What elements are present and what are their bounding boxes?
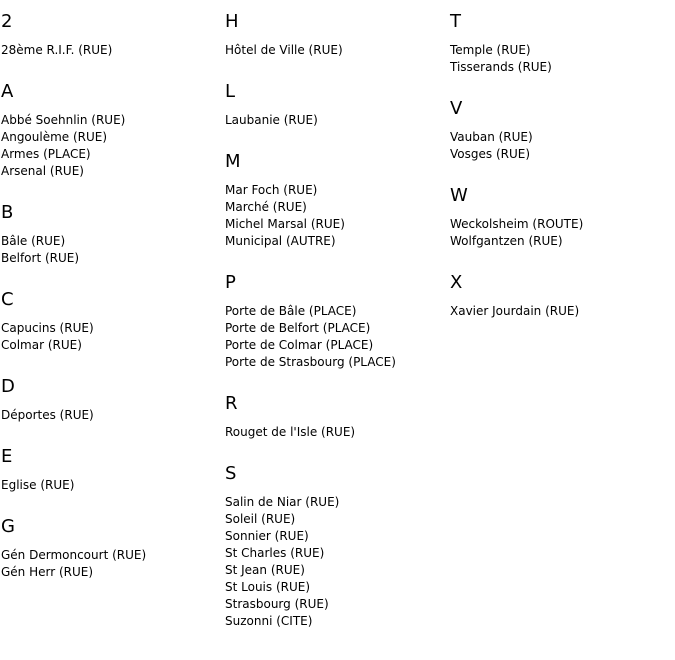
street-link[interactable]: Rouget de l'Isle (RUE): [225, 425, 356, 439]
letter-group-v: [450, 98, 670, 163]
street-list-item[interactable]: [450, 233, 670, 250]
letter-group-m: [225, 151, 445, 250]
street-list-item[interactable]: [225, 424, 445, 441]
letter-group-b: [1, 202, 221, 267]
street-list-item[interactable]: [1, 337, 221, 354]
street-link[interactable]: Abbé Soehnlin (RUE): [1, 113, 126, 127]
street-list: [225, 42, 445, 59]
street-list-item[interactable]: [225, 216, 445, 233]
street-link[interactable]: Gén Herr (RUE): [1, 565, 94, 579]
street-link[interactable]: 28ème R.I.F. (RUE): [1, 43, 113, 57]
street-list-item[interactable]: [1, 407, 221, 424]
group-letter-heading: A: [1, 81, 14, 102]
group-letter-heading: X: [450, 272, 463, 293]
street-list: [1, 547, 221, 581]
street-link[interactable]: Salin de Niar (RUE): [225, 495, 340, 509]
street-link[interactable]: Gén Dermoncourt (RUE): [1, 548, 147, 562]
letter-group-e: [1, 446, 221, 494]
street-list: [225, 182, 445, 250]
letter-group-g: [1, 516, 221, 581]
street-list-item[interactable]: [1, 233, 221, 250]
street-link[interactable]: Soleil (RUE): [225, 512, 296, 526]
street-list: [450, 129, 670, 163]
letter-group-h: [225, 11, 445, 59]
street-link[interactable]: Tisserands (RUE): [450, 60, 552, 74]
letter-group-t: [450, 11, 670, 76]
group-letter-heading: C: [1, 289, 14, 310]
letter-group-d: [1, 376, 221, 424]
street-list-item[interactable]: [1, 320, 221, 337]
street-list: [1, 407, 221, 424]
letter-group-2: [1, 11, 221, 59]
street-list-item[interactable]: [225, 528, 445, 545]
street-list-item[interactable]: [450, 42, 670, 59]
street-list-item[interactable]: [225, 42, 445, 59]
street-link[interactable]: Armes (PLACE): [1, 147, 91, 161]
street-list-item[interactable]: [225, 579, 445, 596]
letter-group-w: [450, 185, 670, 250]
street-link[interactable]: Bâle (RUE): [1, 234, 66, 248]
street-list-item[interactable]: [1, 547, 221, 564]
street-link[interactable]: Vauban (RUE): [450, 130, 533, 144]
street-link[interactable]: Porte de Bâle (PLACE): [225, 304, 357, 318]
street-index-column-3: [450, 11, 670, 342]
street-list-item[interactable]: [1, 564, 221, 581]
street-list-item[interactable]: [225, 545, 445, 562]
street-link[interactable]: Wolfgantzen (RUE): [450, 234, 563, 248]
street-link[interactable]: Déportes (RUE): [1, 408, 94, 422]
group-letter-heading: P: [225, 272, 236, 293]
street-link[interactable]: Belfort (RUE): [1, 251, 80, 265]
street-link[interactable]: Sonnier (RUE): [225, 529, 309, 543]
street-list: [1, 112, 221, 180]
group-letter-heading: T: [450, 11, 461, 32]
street-list-item[interactable]: [225, 511, 445, 528]
street-list: [225, 424, 445, 441]
group-letter-heading: B: [1, 202, 14, 223]
street-list-item[interactable]: [450, 59, 670, 76]
group-letter-heading: V: [450, 98, 463, 119]
group-letter-heading: E: [1, 446, 13, 467]
street-link[interactable]: Colmar (RUE): [1, 338, 82, 352]
street-link[interactable]: Arsenal (RUE): [1, 164, 84, 178]
street-list-item[interactable]: [1, 250, 221, 267]
street-list-item[interactable]: [1, 163, 221, 180]
group-letter-heading: D: [1, 376, 15, 397]
street-list-item[interactable]: [450, 216, 670, 233]
group-letter-heading: L: [225, 81, 236, 102]
street-link[interactable]: Vosges (RUE): [450, 147, 531, 161]
letter-group-a: [1, 81, 221, 180]
street-list-item[interactable]: [225, 354, 445, 371]
street-list: [1, 477, 221, 494]
street-list-item[interactable]: [225, 562, 445, 579]
street-list: [450, 42, 670, 76]
street-list: [1, 42, 221, 59]
street-link[interactable]: St Louis (RUE): [225, 580, 311, 594]
street-list: [225, 112, 445, 129]
street-list-item[interactable]: [1, 146, 221, 163]
group-letter-heading: H: [225, 11, 239, 32]
street-list-item[interactable]: [225, 233, 445, 250]
street-list-item[interactable]: [450, 303, 670, 320]
street-link[interactable]: St Charles (RUE): [225, 546, 325, 560]
street-list-item[interactable]: [1, 477, 221, 494]
group-letter-heading: R: [225, 393, 238, 414]
street-index-column-1: [1, 11, 221, 603]
street-link[interactable]: Mar Foch (RUE): [225, 183, 318, 197]
group-letter-heading: S: [225, 463, 237, 484]
street-link[interactable]: Suzonni (CITE): [225, 614, 313, 628]
street-link[interactable]: Michel Marsal (RUE): [225, 217, 345, 231]
street-link[interactable]: Marché (RUE): [225, 200, 307, 214]
street-list: [225, 303, 445, 371]
street-link[interactable]: Porte de Colmar (PLACE): [225, 338, 374, 352]
letter-group-p: [225, 272, 445, 371]
street-list-item[interactable]: [225, 303, 445, 320]
street-link[interactable]: Hôtel de Ville (RUE): [225, 43, 343, 57]
street-list-item[interactable]: [450, 129, 670, 146]
street-link[interactable]: Porte de Strasbourg (PLACE): [225, 355, 396, 369]
street-list: [450, 303, 670, 320]
group-letter-heading: 2: [1, 11, 13, 32]
group-letter-heading: M: [225, 151, 241, 172]
street-index-column-2: [225, 11, 445, 652]
street-list-item[interactable]: [1, 129, 221, 146]
street-list: [1, 320, 221, 354]
letter-group-s: [225, 463, 445, 630]
street-link[interactable]: Strasbourg (RUE): [225, 597, 329, 611]
street-list-item[interactable]: [225, 613, 445, 630]
street-list-item[interactable]: [225, 320, 445, 337]
letter-group-c: [1, 289, 221, 354]
street-link[interactable]: Angoulème (RUE): [1, 130, 108, 144]
street-link[interactable]: Eglise (RUE): [1, 478, 75, 492]
street-list-item[interactable]: [1, 42, 221, 59]
street-link[interactable]: Porte de Belfort (PLACE): [225, 321, 371, 335]
group-letter-heading: W: [450, 185, 468, 206]
street-link[interactable]: St Jean (RUE): [225, 563, 305, 577]
street-list-item[interactable]: [225, 112, 445, 129]
street-link[interactable]: Weckolsheim (ROUTE): [450, 217, 584, 231]
letter-group-x: [450, 272, 670, 320]
street-link[interactable]: Municipal (AUTRE): [225, 234, 336, 248]
street-link[interactable]: Xavier Jourdain (RUE): [450, 304, 580, 318]
street-link[interactable]: Temple (RUE): [450, 43, 531, 57]
street-list: [450, 216, 670, 250]
street-list: [1, 233, 221, 267]
letter-group-r: [225, 393, 445, 441]
group-letter-heading: G: [1, 516, 15, 537]
street-list-item[interactable]: [225, 199, 445, 216]
street-list-item[interactable]: [225, 337, 445, 354]
street-list: [225, 494, 445, 630]
street-list-item[interactable]: [225, 494, 445, 511]
street-link[interactable]: Laubanie (RUE): [225, 113, 318, 127]
street-link[interactable]: Capucins (RUE): [1, 321, 94, 335]
street-list-item[interactable]: [225, 596, 445, 613]
letter-group-l: [225, 81, 445, 129]
street-list-item[interactable]: [225, 182, 445, 199]
street-list-item[interactable]: [1, 112, 221, 129]
street-list-item[interactable]: [450, 146, 670, 163]
